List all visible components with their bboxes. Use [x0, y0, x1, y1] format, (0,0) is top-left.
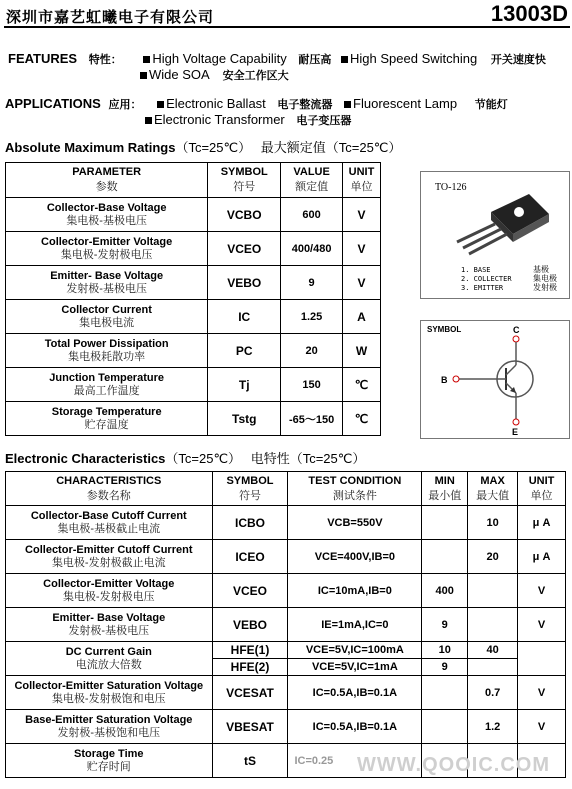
min-cell: 400	[422, 574, 468, 608]
unit-cell: V	[518, 608, 566, 642]
max-cell: 40	[468, 642, 518, 659]
features-line-2	[140, 67, 289, 83]
col-header: CHARACTERISTICS 参数名称	[6, 472, 213, 506]
transistor-symbol-box	[420, 320, 570, 439]
application-item-cn: 电子整流器	[277, 99, 333, 111]
table-row	[6, 300, 381, 334]
symbol-cell: Tstg	[208, 402, 281, 436]
unit-cell: V	[518, 676, 566, 710]
col-header: SYMBOL 符号	[212, 472, 288, 506]
table-row	[6, 540, 566, 574]
max-cell	[468, 659, 518, 676]
value-cell: 20	[281, 334, 343, 368]
symbol-cell: VCEO	[208, 232, 281, 266]
condition-cell: IC=0.25	[288, 744, 422, 778]
condition-cell: IE=1mA,IC=0	[288, 608, 422, 642]
table-row	[6, 266, 381, 300]
unit-cell: V	[343, 266, 381, 300]
bullet-icon	[344, 101, 351, 108]
col-header: VALUE 额定值	[281, 163, 343, 198]
amr-title	[5, 137, 401, 156]
col-header: MIN 最小值	[422, 472, 468, 506]
feature-item: High Speed Switching	[350, 51, 478, 66]
param-cell: Collector Current 集电极电流	[6, 300, 208, 334]
pin-2-label: 2. COLLECTER	[461, 275, 512, 283]
amr-title-en: Absolute Maximum Ratings	[5, 140, 176, 155]
table-row	[6, 368, 381, 402]
table-row	[6, 198, 381, 232]
table-row	[6, 676, 566, 710]
unit-cell: A	[343, 300, 381, 334]
param-cell: Collector-Emitter Voltage 集电极-发射极电压	[6, 232, 208, 266]
condition-cell: VCE=5V,IC=1mA	[288, 659, 422, 676]
param-cell: Storage Temperature 贮存温度	[6, 402, 208, 436]
bullet-icon	[140, 72, 147, 79]
param-cell: Emitter- Base Voltage 发射极-基极电压	[6, 266, 208, 300]
part-number: 13003D	[490, 1, 568, 26]
ec-cond: （Tc=25℃）	[165, 451, 242, 466]
applications-label-cn: 应用：	[108, 99, 142, 111]
symbol-label: SYMBOL	[427, 325, 462, 334]
absolute-max-ratings-table	[5, 162, 381, 436]
symbol-cell: Tj	[208, 368, 281, 402]
amr-title-cn: 最大额定值（Tc=25℃）	[260, 140, 402, 155]
unit-cell: W	[343, 334, 381, 368]
max-cell	[468, 608, 518, 642]
condition-cell: IC=0.5A,IB=0.1A	[288, 710, 422, 744]
feature-item-cn: 安全工作区大	[222, 70, 289, 82]
application-item: Fluorescent Lamp	[353, 96, 458, 111]
unit-cell: V	[343, 232, 381, 266]
condition-cell: VCE=5V,IC=100mA	[288, 642, 422, 659]
max-cell: 20	[468, 540, 518, 574]
pin-2-cn: 集电极	[533, 274, 557, 283]
condition-cell: IC=0.5A,IB=0.1A	[288, 676, 422, 710]
param-cell: Collector-Base Voltage 集电极-基极电压	[6, 198, 208, 232]
col-header: TEST CONDITION 测试条件	[288, 472, 422, 506]
symbol-cell: tS	[212, 744, 288, 778]
ec-title-en: Electronic Characteristics	[5, 451, 166, 466]
header-rule	[4, 26, 570, 28]
collector-label: C	[513, 325, 520, 335]
ec-title	[5, 448, 365, 467]
value-cell: 1.25	[281, 300, 343, 334]
bullet-icon	[341, 56, 348, 63]
pin-3-cn: 发射极	[533, 283, 557, 292]
symbol-cell: VCBO	[208, 198, 281, 232]
application-item-cn: 电子变压器	[296, 115, 352, 127]
table-row	[6, 334, 381, 368]
unit-cell: ℃	[343, 402, 381, 436]
electronic-characteristics-table	[5, 471, 566, 778]
feature-item-cn: 开关速度快	[490, 54, 546, 66]
param-cell: Storage Time 贮存时间	[6, 744, 213, 778]
min-cell	[422, 506, 468, 540]
unit-cell	[518, 642, 566, 676]
emitter-label: E	[512, 427, 519, 437]
unit-cell: ℃	[343, 368, 381, 402]
feature-item: Wide SOA	[149, 67, 209, 82]
pin-3-label: 3. EMITTER	[461, 284, 504, 292]
symbol-cell: VEBO	[208, 266, 281, 300]
table-row	[6, 232, 381, 266]
value-cell: -65～150	[281, 402, 343, 436]
table-row	[6, 642, 566, 659]
unit-cell: μ A	[518, 506, 566, 540]
application-item: Electronic Transformer	[154, 112, 285, 127]
param-cell: Base-Emitter Saturation Voltage 发射极-基极饱和电压	[6, 710, 213, 744]
symbol-cell: VCEO	[212, 574, 288, 608]
param-cell: Junction Temperature 最高工作温度	[6, 368, 208, 402]
features-line-1	[8, 51, 546, 67]
applications-line-2	[145, 112, 351, 128]
col-header: MAX 最大值	[468, 472, 518, 506]
bullet-icon	[143, 56, 150, 63]
min-cell: 9	[422, 659, 468, 676]
value-cell: 150	[281, 368, 343, 402]
symbol-cell: VBESAT	[212, 710, 288, 744]
bullet-icon	[145, 117, 152, 124]
value-cell: 9	[281, 266, 343, 300]
applications-label: APPLICATIONS	[5, 96, 101, 111]
value-cell: 400/480	[281, 232, 343, 266]
max-cell: 10	[468, 506, 518, 540]
condition-cell: VCE=400V,IB=0	[288, 540, 422, 574]
symbol-cell: ICEO	[212, 540, 288, 574]
pin-1-label: 1. BASE	[461, 266, 491, 274]
table-row	[6, 710, 566, 744]
symbol-cell: PC	[208, 334, 281, 368]
features-label-cn: 特性：	[88, 54, 122, 66]
param-cell: Total Power Dissipation 集电极耗散功率	[6, 334, 208, 368]
symbol-cell: HFE(2)	[212, 659, 288, 676]
param-cell: Collector-Base Cutoff Current 集电极-基极截止电流	[6, 506, 213, 540]
feature-item: High Voltage Capability	[152, 51, 287, 66]
ec-title-cn: 电特性（Tc=25℃）	[250, 451, 366, 466]
param-cell: Collector-Emitter Cutoff Current 集电极-发射极截止电流	[6, 540, 213, 574]
col-header: PARAMETER 参数	[6, 163, 208, 198]
table-row	[6, 402, 381, 436]
table-row	[6, 506, 566, 540]
unit-cell: μ A	[518, 540, 566, 574]
param-cell: Collector-Emitter Saturation Voltage 集电极-发射极饱和电压	[6, 676, 213, 710]
package-name: TO-126	[435, 182, 467, 193]
symbol-cell: VCESAT	[212, 676, 288, 710]
table-header-row	[6, 163, 381, 198]
watermark: WWW.QOOIC.COM	[357, 754, 550, 776]
company-name: 深圳市嘉艺虹曦电子有限公司	[6, 10, 215, 26]
application-item: Electronic Ballast	[166, 96, 266, 111]
param-cell: Collector-Emitter Voltage 集电极-发射极电压	[6, 574, 213, 608]
base-label: B	[441, 375, 448, 385]
condition-cell: VCB=550V	[288, 506, 422, 540]
max-cell: 1.2	[468, 710, 518, 744]
max-cell	[468, 574, 518, 608]
symbol-cell: ICBO	[212, 506, 288, 540]
table-row	[6, 574, 566, 608]
bullet-icon	[157, 101, 164, 108]
max-cell: 0.7	[468, 676, 518, 710]
min-cell: 9	[422, 608, 468, 642]
package-drawing	[420, 171, 570, 299]
application-item-cn: 节能灯	[474, 99, 508, 111]
unit-cell: V	[343, 198, 381, 232]
applications-line-1	[5, 96, 508, 112]
col-header: UNIT 单位	[343, 163, 381, 198]
condition-cell: IC=10mA,IB=0	[288, 574, 422, 608]
amr-cond: （Tc=25℃）	[175, 140, 252, 155]
feature-item-cn: 耐压高	[298, 54, 332, 66]
min-cell	[422, 540, 468, 574]
symbol-cell: HFE(1)	[212, 642, 288, 659]
table-header-row	[6, 472, 566, 506]
features-label: FEATURES	[8, 51, 78, 66]
min-cell	[422, 710, 468, 744]
param-cell: Emitter- Base Voltage 发射极-基极电压	[6, 608, 213, 642]
to126-package-icon	[421, 172, 569, 298]
min-cell	[422, 676, 468, 710]
npn-transistor-icon	[421, 321, 569, 438]
col-header: UNIT 单位	[518, 472, 566, 506]
min-cell: 10	[422, 642, 468, 659]
table-row	[6, 608, 566, 642]
symbol-cell: IC	[208, 300, 281, 334]
symbol-cell: VEBO	[212, 608, 288, 642]
param-cell: DC Current Gain 电流放大倍数	[6, 642, 213, 676]
pin-1-cn: 基极	[533, 265, 549, 274]
col-header: SYMBOL 符号	[208, 163, 281, 198]
unit-cell: V	[518, 574, 566, 608]
unit-cell: V	[518, 710, 566, 744]
value-cell: 600	[281, 198, 343, 232]
